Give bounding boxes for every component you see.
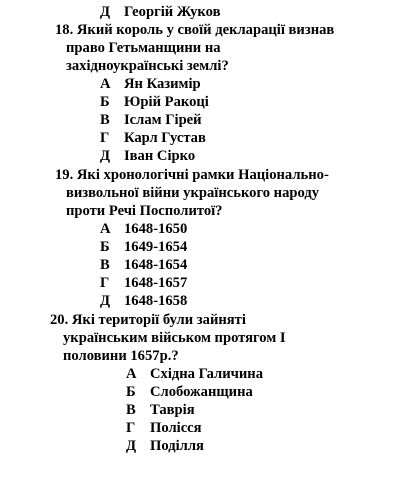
option-letter: Г [100,130,110,146]
question-19-line-3: проти Речі Посполитої? [66,203,223,219]
question-18-line-3: західноукраїнські землі? [66,58,229,74]
option-text: Юрій Ракоці [124,94,209,110]
option-letter: А [100,221,111,237]
q20-option-e [126,438,204,455]
option-letter: Г [100,275,110,291]
option-text: Східна Галичина [150,366,263,382]
q20-option-b [126,384,253,401]
q19-option-d [100,275,187,292]
question-18-line-2: право Гетьманщини на [66,40,221,56]
option-text: 1648-1658 [124,293,188,309]
option-letter: Б [126,384,136,400]
option-text: 1649-1654 [124,239,188,255]
q19-option-c [100,257,187,274]
q18-option-c [100,112,202,129]
option-letter: В [100,257,110,273]
option-text: 1648-1650 [124,221,188,237]
option-text: 1648-1657 [124,275,188,291]
q18-option-e [100,148,195,165]
q20-option-d [126,420,202,437]
option-letter: Д [126,438,137,454]
option-text: Георгій Жуков [124,4,221,20]
q20-option-a [126,366,263,383]
q18-option-d [100,130,206,147]
q19-option-b [100,239,187,256]
question-20-line-1: 20. Які території були зайняті [50,312,246,328]
option-letter: Д [100,4,111,20]
q19-option-e [100,293,187,310]
option-letter: В [126,402,136,418]
option-text: Ян Казимір [124,76,201,92]
option-letter: Г [126,420,136,436]
question-20-line-3: половини 1657р.? [63,348,179,364]
option-text: Слобожанщина [150,384,253,400]
question-20-line-2: українським військом протягом І [63,330,286,346]
option-text: Карл Густав [124,130,206,146]
option-letter: Д [100,148,111,164]
option-text: Полісся [150,420,202,436]
q18-option-a [100,76,201,93]
option-letter: Б [100,94,110,110]
question-19-line-2: визвольної війни українського народу [66,185,320,201]
option-d-prev [100,4,220,21]
option-letter: Д [100,293,111,309]
question-18-line-1: 18. Який король у своїй декларації визнав [55,22,335,38]
q20-option-c [126,402,195,419]
option-letter: В [100,112,110,128]
option-text: Іван Сірко [124,148,196,164]
option-text: 1648-1654 [124,257,188,273]
q19-option-a [100,221,187,238]
option-text: Поділля [150,438,204,454]
option-letter: А [100,76,111,92]
q18-option-b [100,94,209,111]
option-text: Іслам Гірей [124,112,202,128]
option-text: Таврія [150,402,195,418]
question-19-line-1: 19. Які хронологічні рамки Національно- [55,167,329,183]
option-letter: А [126,366,137,382]
option-letter: Б [100,239,110,255]
